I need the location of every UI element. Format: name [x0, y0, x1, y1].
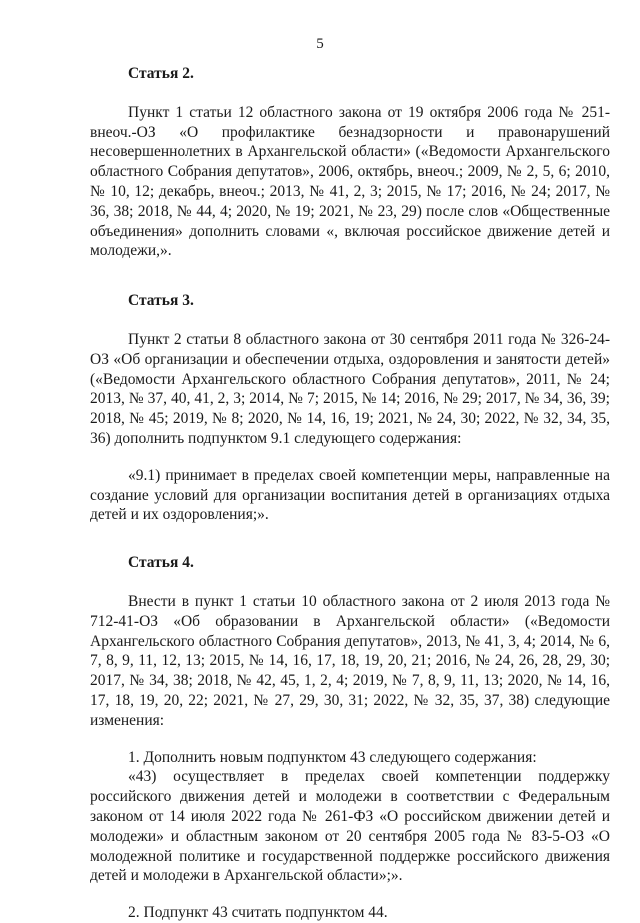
- article-4-heading: Статья 4.: [128, 554, 194, 572]
- article-3-heading: Статья 3.: [128, 292, 194, 310]
- article-4-quote: «43) осуществляет в пределах своей компетенции поддержку российского движения детей и молодежи в соответствии с Федеральным законом от 14 июля 2022 года № 261-ФЗ «О российском движении детей и молодежи» и областным законом от 20 сентября 2005 года № 83-5-ОЗ «О молодежной политике и государственной поддержке российского движения детей и молодежи в Архангельской области»;».: [90, 768, 610, 885]
- article-3-paragraph-1: Пункт 2 статьи 8 областного закона от 30 сентября 2011 года № 326-24-ОЗ «Об организации и обеспечении отдыха, оздоровления и занятости детей» («Ведомости Архангельского областного Собрания депутатов», 2011, № 24; 2013, № 37, 40, 41, 2, 3; 2014, № 7; 2015, № 14; 2016, № 29; 2017, № 34, 36, 39; 2018, № 45; 2019, № 8; 2020, № 14, 16, 19; 2021, № 24, 30; 2022, № 32, 34, 35, 36) дополнить подпунктом 9.1 следующего содержания:: [90, 330, 610, 447]
- article-2-paragraph-1: Пункт 1 статьи 12 областного закона от 19 октября 2006 года № 251-внеоч.-ОЗ «О профилактике безнадзорности и правонарушений несовершеннолетних в Архангельской области» («Ведомости Архангельского областного Собрания депутатов», 2006, октябрь, внеоч.; 2009, № 2, 5, 6; 2010, № 10, 12; декабрь, внеоч.; 2013, № 41, 2, 3; 2015, № 17; 2016, № 24; 2017, № 36, 38; 2018, № 44, 4; 2020, № 19; 2021, № 23, 29) после слов «Общественные объединения» дополнить словами «, включая российское движение детей и молодежи,».: [90, 103, 610, 260]
- document-body: [90, 64, 610, 923]
- article-4-item-1: 1. Дополнить новым подпунктом 43 следующего содержания:: [128, 748, 537, 766]
- article-2-heading: Статья 2.: [128, 65, 194, 82]
- article-4-paragraph-1: Внести в пункт 1 статьи 10 областного закона от 2 июля 2013 года № 712-41-ОЗ «Об образовании в Архангельской области» («Ведомости Архангельского областного Собрания депутатов», 2013, № 41, 3, 4; 2014, № 6, 7, 8, 9, 11, 12, 13; 2015, № 14, 16, 17, 18, 19, 20, 21; 2016, № 24, 26, 28, 29, 30; 2017, № 34, 38; 2018, № 42, 45, 1, 2, 4; 2019, № 7, 8, 9, 11, 13; 2020, № 14, 16, 17, 18, 19, 20, 22; 2021, № 27, 29, 30, 31; 2022, № 32, 35, 37, 38) следующие изменения:: [90, 592, 610, 729]
- article-4-item-2: 2. Подпункт 43 считать подпунктом 44.: [128, 904, 388, 922]
- article-3-quote: «9.1) принимает в пределах своей компетенции меры, направленные на создание условий для организации воспитания детей в организациях отдыха детей и их оздоровления;».: [90, 466, 610, 524]
- page-number: 5: [316, 36, 324, 52]
